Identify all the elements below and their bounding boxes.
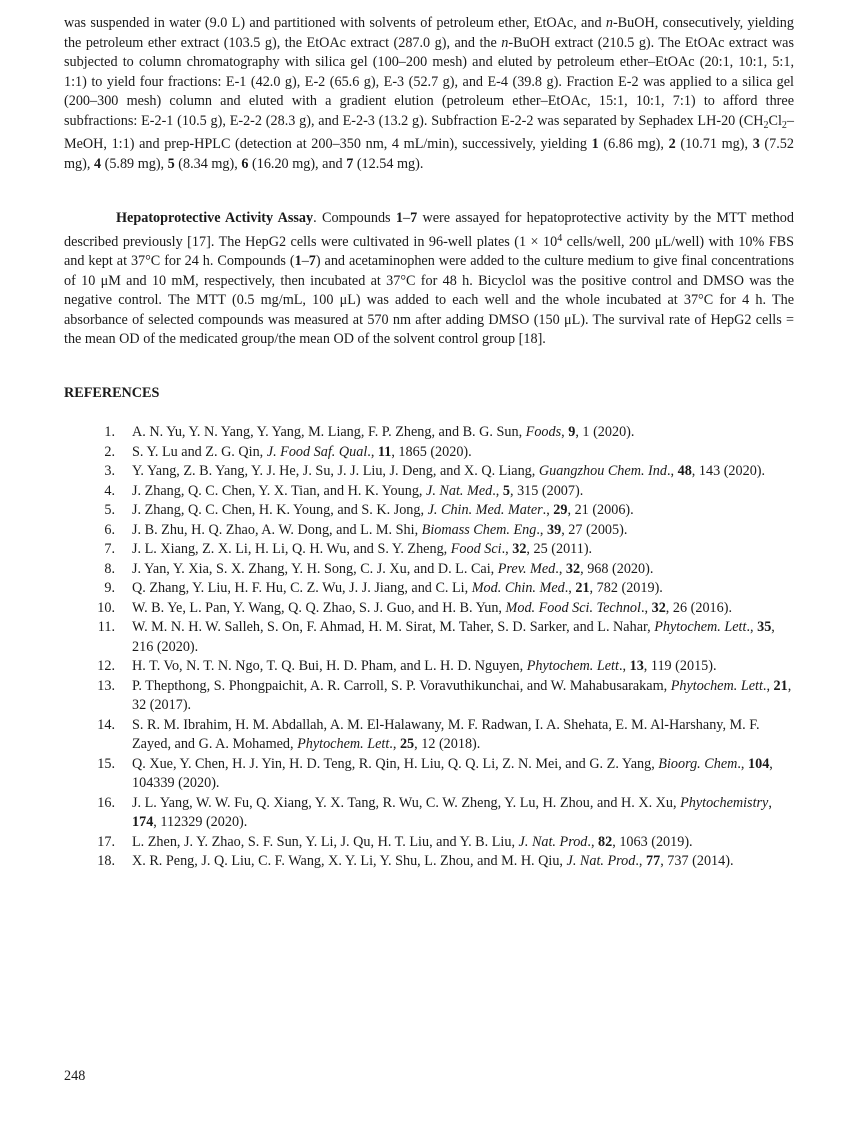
body-paragraph-experimental: was suspended in water (9.0 L) and partitioned with solvents of petroleum ether, EtOAc, and n-BuOH, consecutively, yielding the petroleum ether extract (103.5 g), the EtOAc extract (287.0 g), and the n-BuOH extract (210.5 g). The EtOAc extract was subjected to column chromatography with silica gel (100–200 mesh) and eluted by petroleum ether–EtOAc (20:1, 10:1, 5:1, 1:1) to yield four fractions: E-1 (42.0 g), E-2 (65.6 g), E-3 (52.7 g), and E-4 (39.8 g). Fraction E-2 was applied to a silica gel (200–300 mesh) column and eluted with a gradient elution (petroleum ether–EtOAc, 15:1, 10:1, 7:1) to afford three subfractions: E-2-1 (10.5 g), E-2-2 (28.3 g), and E-2-3 (13.2 g). Subfraction E-2-2 was separated by Sephadex LH-20 ($CH_2Cl_2$–MeOH, 1:1) and prep-HPLC (detection at 200–350 nm, 4 mL/min), successively, yielding 1 (6.86 mg), 2 (10.71 mg), 3 (7.52 mg), 4 (5.89 mg), 5 (8.34 mg), 6 (16.20 mg), and 7 (12.54 mg). <box>64 15 795 172</box>
reference-item <box>64 462 796 482</box>
reference-item <box>64 521 796 541</box>
reference-number: 5. <box>104 502 115 518</box>
reference-text: J. L. Yang, W. W. Fu, Q. Xiang, Y. X. Tang, R. Wu, C. W. Zheng, Y. Lu, H. Zhou, and H. X. Xu, Phytochemistry, 174, 112329 (2020). <box>132 794 772 830</box>
reference-item <box>64 423 796 443</box>
reference-item <box>64 716 796 755</box>
reference-number: 17. <box>97 833 115 850</box>
reference-text: L. Zhen, J. Y. Zhao, S. F. Sun, Y. Li, J. Qu, H. T. Liu, and Y. B. Liu, J. Nat. Prod., 82, 1063 (2019). <box>132 833 693 850</box>
reference-number: 1. <box>104 424 115 440</box>
reference-item <box>64 755 796 794</box>
reference-number: 8. <box>104 560 115 577</box>
reference-number: 11. <box>97 619 115 635</box>
references-heading: REFERENCES <box>64 385 160 401</box>
reference-text: Y. Yang, Z. B. Yang, Y. J. He, J. Su, J. J. Liu, J. Deng, and X. Q. Liang, Guangzhou Chem. Ind., 48, 143 (2020). <box>132 463 766 479</box>
reference-item <box>64 501 796 521</box>
page-number: 248 <box>64 1068 86 1084</box>
reference-number: 7. <box>104 541 115 557</box>
reference-text: Q. Xue, Y. Chen, H. J. Yin, H. D. Teng, R. Qin, H. Liu, Q. Q. Li, Z. N. Mei, and G. Z. Yang, Bioorg. Chem., 104, 104339 (2020). <box>132 755 773 791</box>
reference-item <box>64 618 796 657</box>
reference-text: X. R. Peng, J. Q. Liu, C. F. Wang, X. Y. Li, Y. Shu, L. Zhou, and M. H. Qiu, J. Nat. Prod., 77, 737 (2014). <box>132 853 734 869</box>
reference-text: A. N. Yu, Y. N. Yang, Y. Yang, M. Liang, F. P. Zheng, and B. G. Sun, Foods, 9, 1 (2020). <box>132 424 635 440</box>
body-paragraph-hepatoprotective-assay: Hepatoprotective Activity Assay. Compounds 1–7 were assayed for hepatoprotective activity by the MTT method described previously [17]. The HepG2 cells were cultivated in 96-well plates ($1 \times 10^4$ cells/well, 200 μL/well) with 10% FBS and kept at 37°C for 24 h. Compounds (1–7) and acetaminophen were added to the culture medium to give final concentrations of 10 μM and 10 mM, respectively, then incubated at 37°C for 48 h. Bicyclol was the positive control and DMSO was the negative control. The MTT (0.5 mg/mL, 100 μL) was added to each well and the whole incubated at 37°C for 4 h. The absorbance of selected compounds was measured at 570 nm after adding DMSO (150 μL). The survival rate of HepG2 cells = the mean OD of the medicated group/the mean OD of the solvent control group [18]. <box>64 210 794 347</box>
reference-text: P. Thepthong, S. Phongpaichit, A. R. Carroll, S. P. Voravuthikunchai, and W. Mahabusarakam, Phytochem. Lett., 21, 32 (2017). <box>132 677 792 713</box>
reference-text: J. Zhang, Q. C. Chen, Y. X. Tian, and H. K. Young, J. Nat. Med., 5, 315 (2007). <box>132 482 584 499</box>
reference-number: 16. <box>97 794 115 811</box>
reference-number: 6. <box>104 521 115 538</box>
reference-number: 2. <box>104 443 115 460</box>
reference-item <box>64 677 796 716</box>
reference-number: 12. <box>97 658 115 674</box>
reference-number: 13. <box>97 677 115 694</box>
reference-text: J. B. Zhu, H. Q. Zhao, A. W. Dong, and L. M. Shi, Biomass Chem. Eng., 39, 27 (2005). <box>132 521 628 538</box>
reference-text: W. B. Ye, L. Pan, Y. Wang, Q. Q. Zhao, S. J. Guo, and H. B. Yun, Mod. Food Sci. Technol., 32, 26 (2016). <box>132 599 732 616</box>
reference-number: 10. <box>97 599 115 616</box>
reference-text: J. Zhang, Q. C. Chen, H. K. Young, and S. K. Jong, J. Chin. Med. Mater., 29, 21 (2006). <box>132 502 634 518</box>
reference-number: 4. <box>104 482 115 499</box>
reference-item <box>64 482 796 502</box>
reference-number: 15. <box>97 755 115 772</box>
reference-number: 18. <box>97 853 115 869</box>
reference-text: S. Y. Lu and Z. G. Qin, J. Food Saf. Qual., 11, 1865 (2020). <box>132 443 472 460</box>
reference-number: 9. <box>104 580 115 596</box>
reference-text: S. R. M. Ibrahim, H. M. Abdallah, A. M. El-Halawany, M. F. Radwan, I. A. Shehata, E. M. Al-Harshany, M. F. Zayed, and G. A. Mohamed, Phytochem. Lett., 25, 12 (2018). <box>132 716 760 752</box>
reference-item <box>64 560 796 580</box>
reference-item <box>64 833 796 853</box>
reference-text: J. Yan, Y. Xia, S. X. Zhang, Y. H. Song, C. J. Xu, and D. L. Cai, Prev. Med., 32, 968 (2020). <box>132 560 654 577</box>
reference-number: 14. <box>97 716 115 733</box>
reference-text: Q. Zhang, Y. Liu, H. F. Hu, C. Z. Wu, J. J. Jiang, and C. Li, Mod. Chin. Med., 21, 782 (2019). <box>132 580 663 596</box>
reference-item <box>64 579 796 599</box>
reference-item <box>64 540 796 560</box>
reference-text: W. M. N. H. W. Salleh, S. On, F. Ahmad, H. M. Sirat, M. Taher, S. D. Sarker, and L. Nahar, Phytochem. Lett., 35, 216 (2020). <box>132 619 775 655</box>
reference-item <box>64 794 796 833</box>
reference-item <box>64 599 796 619</box>
reference-text: J. L. Xiang, Z. X. Li, H. Li, Q. H. Wu, and S. Y. Zheng, Food Sci., 32, 25 (2011). <box>132 541 593 557</box>
reference-text: H. T. Vo, N. T. N. Ngo, T. Q. Bui, H. D. Pham, and L. H. D. Nguyen, Phytochem. Lett., 13, 119 (2015). <box>132 658 717 674</box>
reference-number: 3. <box>104 463 115 479</box>
references-list <box>64 423 796 872</box>
reference-item <box>64 852 796 872</box>
reference-item <box>64 657 796 677</box>
reference-item <box>64 443 796 463</box>
